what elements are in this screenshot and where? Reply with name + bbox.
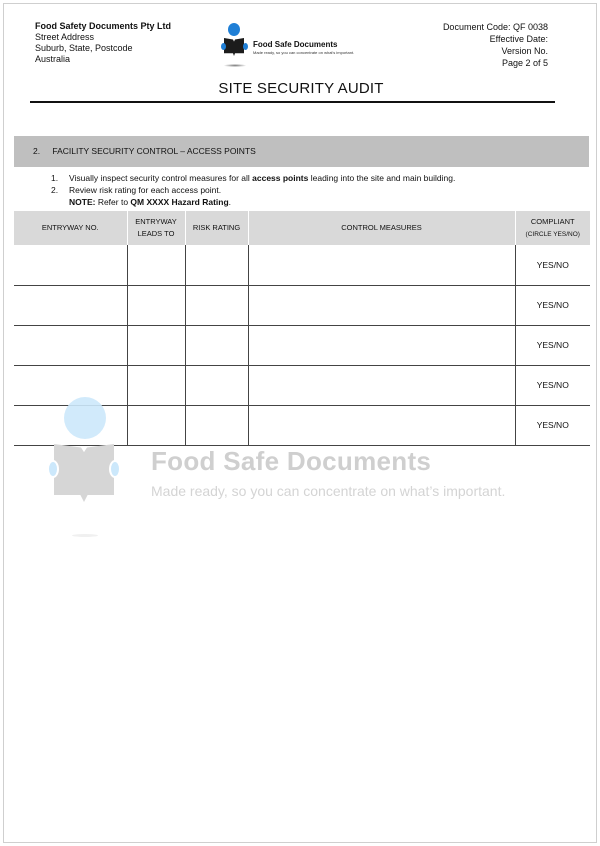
control-measures-cell[interactable]	[248, 405, 515, 445]
document-page	[3, 3, 597, 843]
logo-hand-icon	[243, 43, 248, 50]
instructions-list	[51, 172, 455, 208]
company-name: Food Safety Documents Pty Ltd	[35, 21, 172, 31]
logo-shadow	[224, 64, 246, 67]
risk-rating-cell[interactable]	[185, 405, 248, 445]
instruction-item	[51, 172, 455, 184]
watermark-hand-icon	[47, 460, 59, 478]
leads-to-cell[interactable]	[127, 245, 185, 285]
instruction-number: 2.	[51, 185, 59, 195]
page-number: Page 2 of 5	[501, 58, 548, 68]
compliant-cell[interactable]: YES/NO	[515, 365, 590, 405]
instruction-text-part: Visually inspect security control measures for all	[69, 173, 253, 183]
instruction-text	[69, 172, 455, 184]
table-row	[14, 325, 590, 365]
instruction-emphasis: access points	[252, 173, 309, 183]
logo-brand-name: Food Safe Documents	[253, 40, 338, 49]
column-header-control-measures: CONTROL MEASURES	[248, 211, 515, 245]
address-line: Street Address	[35, 32, 95, 42]
logo-hand-icon	[221, 43, 226, 50]
risk-rating-cell[interactable]	[185, 285, 248, 325]
instruction-text-part: leading into the site and main building.	[308, 173, 456, 183]
watermark-hand-icon	[109, 460, 121, 478]
watermark-shadow	[72, 534, 98, 537]
leads-to-cell[interactable]	[127, 365, 185, 405]
note-text: .	[228, 197, 232, 207]
compliant-cell[interactable]: YES/NO	[515, 245, 590, 285]
section-heading	[14, 136, 589, 167]
company-logo	[219, 22, 379, 67]
header-text: COMPLIANT	[530, 216, 575, 226]
column-header-entryway-no: ENTRYWAY NO.	[14, 211, 127, 245]
compliant-cell[interactable]: YES/NO	[515, 285, 590, 325]
control-measures-cell[interactable]	[248, 285, 515, 325]
header-text: LEADS TO	[137, 229, 175, 238]
watermark-brand-name: Food Safe Documents	[151, 446, 432, 476]
company-address-block	[35, 21, 171, 65]
risk-rating-cell[interactable]	[185, 245, 248, 285]
effective-date: Effective Date:	[489, 34, 548, 44]
logo-person-head-icon	[228, 23, 240, 36]
note-line	[51, 196, 455, 208]
watermark-book-icon	[54, 444, 114, 502]
risk-rating-cell[interactable]	[185, 365, 248, 405]
entryway-no-cell[interactable]	[14, 285, 127, 325]
title-divider	[30, 101, 555, 103]
watermark-tagline: Made ready, so you can concentrate on what’s important.	[151, 483, 506, 499]
control-measures-cell[interactable]	[248, 325, 515, 365]
page-title: SITE SECURITY AUDIT	[218, 80, 384, 97]
column-header-risk-rating: RISK RATING	[185, 211, 248, 245]
logo-book-icon	[224, 38, 244, 56]
column-header-compliant	[515, 211, 590, 245]
access-points-table	[14, 211, 590, 446]
table-row	[14, 285, 590, 325]
version-number: Version No.	[501, 46, 548, 56]
leads-to-cell[interactable]	[127, 405, 185, 445]
table-header-row	[14, 211, 590, 245]
entryway-no-cell[interactable]	[14, 325, 127, 365]
header-subtext: (CIRCLE YES/NO)	[525, 230, 580, 238]
leads-to-cell[interactable]	[127, 325, 185, 365]
instruction-text: Review risk rating for each access point.	[69, 185, 222, 195]
table-row	[14, 365, 590, 405]
section-title: FACILITY SECURITY CONTROL – ACCESS POINTS	[52, 146, 256, 156]
note-label: NOTE:	[69, 197, 96, 207]
entryway-no-cell[interactable]	[14, 405, 127, 445]
document-code: Document Code: QF 0038	[442, 22, 548, 32]
note-text: Refer to	[95, 197, 131, 207]
entryway-no-cell[interactable]	[14, 245, 127, 285]
header-text: ENTRYWAY	[135, 217, 177, 226]
instruction-number: 1.	[51, 173, 59, 183]
column-header-leads-to	[127, 211, 185, 245]
address-line: Australia	[35, 54, 71, 64]
compliant-cell[interactable]: YES/NO	[515, 325, 590, 365]
logo-tagline: Made ready, so you can concentrate on what's important.	[253, 50, 355, 55]
note-reference: QM XXXX Hazard Rating	[130, 197, 229, 207]
compliant-cell[interactable]: YES/NO	[515, 405, 590, 445]
control-measures-cell[interactable]	[248, 245, 515, 285]
risk-rating-cell[interactable]	[185, 325, 248, 365]
document-meta	[443, 21, 548, 69]
control-measures-cell[interactable]	[248, 365, 515, 405]
entryway-no-cell[interactable]	[14, 365, 127, 405]
address-line: Suburb, State, Postcode	[35, 43, 133, 53]
leads-to-cell[interactable]	[127, 285, 185, 325]
section-number: 2.	[33, 146, 41, 156]
table-row	[14, 245, 590, 285]
table-row	[14, 405, 590, 445]
instruction-item	[51, 184, 455, 196]
